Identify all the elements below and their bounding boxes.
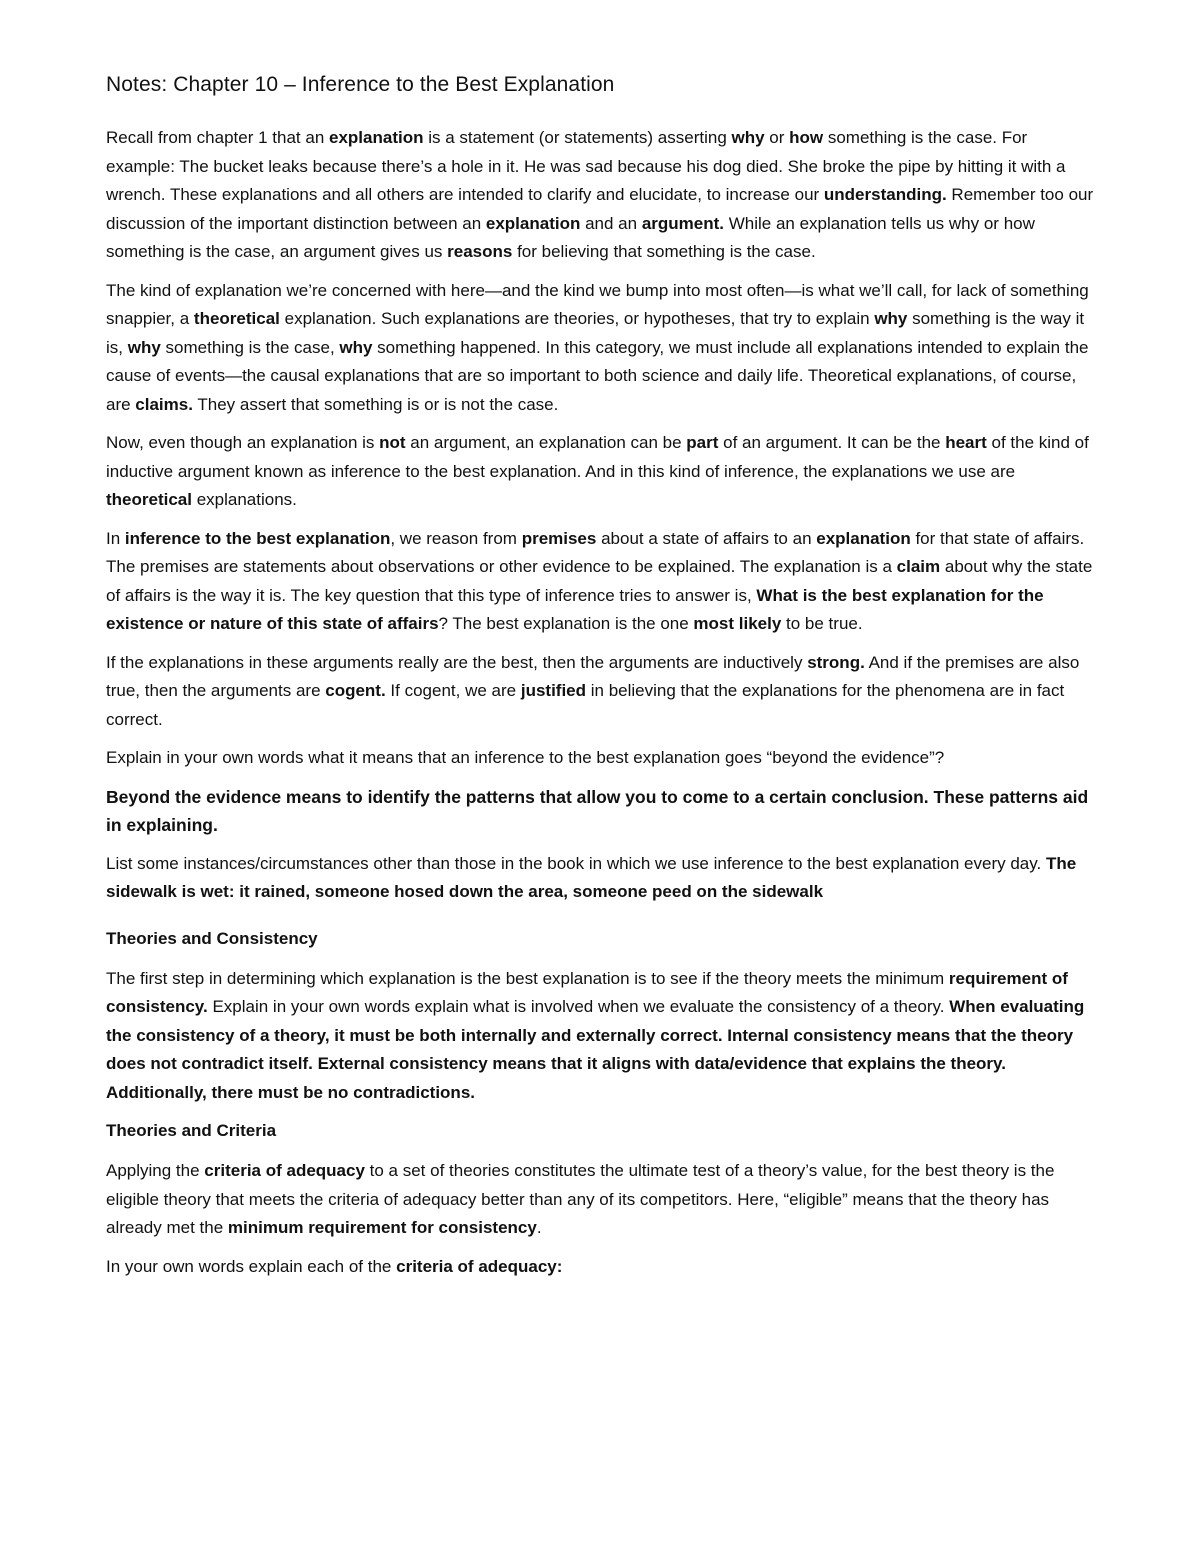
heading-theories-consistency: Theories and Consistency [106,928,318,948]
paragraph-explanation-intro: Recall from chapter 1 that an explanation is a statement (or statements) asserting why or how something is the case. For example: The bucket leaks because there’s a hole in it. He was sad because his dog died. She broke the pipe by hitting it with a wrench. These explanations and all others are intended to clarify and elucidate, to increase our understanding. Remember too our discussion of the important distinction between an explanation and an argument. While an explanation tells us why or how something is the case, an argument gives us reasons for believing that something is the case. [106,128,1094,261]
heading-theories-criteria: Theories and Criteria [106,1121,277,1140]
prompt-explain-criteria: In your own words explain each of the criteria of adequacy: [106,1256,563,1276]
paragraph-theoretical-explanation: The kind of explanation we’re concerned with here—and the kind we bump into most often—is what we’ll call, for lack of something snappier, a theoretical explanation. Such explanations are theories, or hypotheses, that try to explain why something is the way it is, why something is the case, why something happened. In this category, we must include all explanations intended to explain the cause of events—the causal explanations that are so important to both science and daily life. Theoretical explanations, of course, are claims. They assert that something is or is not the case. [106,280,1089,414]
answer-beyond-evidence: Beyond the evidence means to identify the patterns that allow you to come to a certain conclusion. These patterns aid in explaining. [106,786,1089,835]
document-page [106,70,1096,1291]
question-beyond-evidence: Explain in your own words what it means that an inference to the best explanation goes “beyond the evidence”? [106,748,945,767]
paragraph-criteria-adequacy: Applying the criteria of adequacy to a set of theories constitutes the ultimate test of a theory’s value, for the best theory is the eligible theory that meets the criteria of adequacy better than any of its competitors. Here, “eligible” means that the theory has already met the minimum requirement for consistency. [106,1161,1055,1237]
question-everyday-instances: List some instances/circumstances other than those in the book in which we use inference to the best explanation every day. The sidewalk is wet: it rained, someone hosed down the area, someone peed on the sidewalk [106,853,1077,901]
page-title: Notes: Chapter 10 – Inference to the Best Explanation [106,73,615,96]
paragraph-explanation-part-of-argument: Now, even though an explanation is not an argument, an explanation can be part of an argument. It can be the heart of the kind of inductive argument known as inference to the best explanation. And in this kind of inference, the explanations we use are theoretical explanations. [106,433,1089,509]
paragraph-strong-cogent: If the explanations in these arguments really are the best, then the arguments are inductively strong. And if the premises are also true, then the arguments are cogent. If cogent, we are justified in believing that the explanations for the phenomena are in fact correct. [106,652,1080,729]
paragraph-inference-definition: In inference to the best explanation, we reason from premises about a state of affairs to an explanation for that state of affairs. The premises are statements about observations or other evidence to be explained. The explanation is a claim about why the state of affairs is the way it is. The key question that this type of inference tries to answer is, What is the best explanation for the existence or nature of this state of affairs? The best explanation is the one most likely to be true. [106,528,1093,633]
paragraph-consistency: The first step in determining which explanation is the best explanation is to see if the theory meets the minimum requirement of consistency. Explain in your own words explain what is involved when we evaluate the consistency of a theory. When evaluating the consistency of a theory, it must be both internally and externally correct. Internal consistency means that the theory does not contradict itself. External consistency means that it aligns with data/evidence that explains the theory. Additionally, there must be no contradictions. [106,968,1085,1102]
